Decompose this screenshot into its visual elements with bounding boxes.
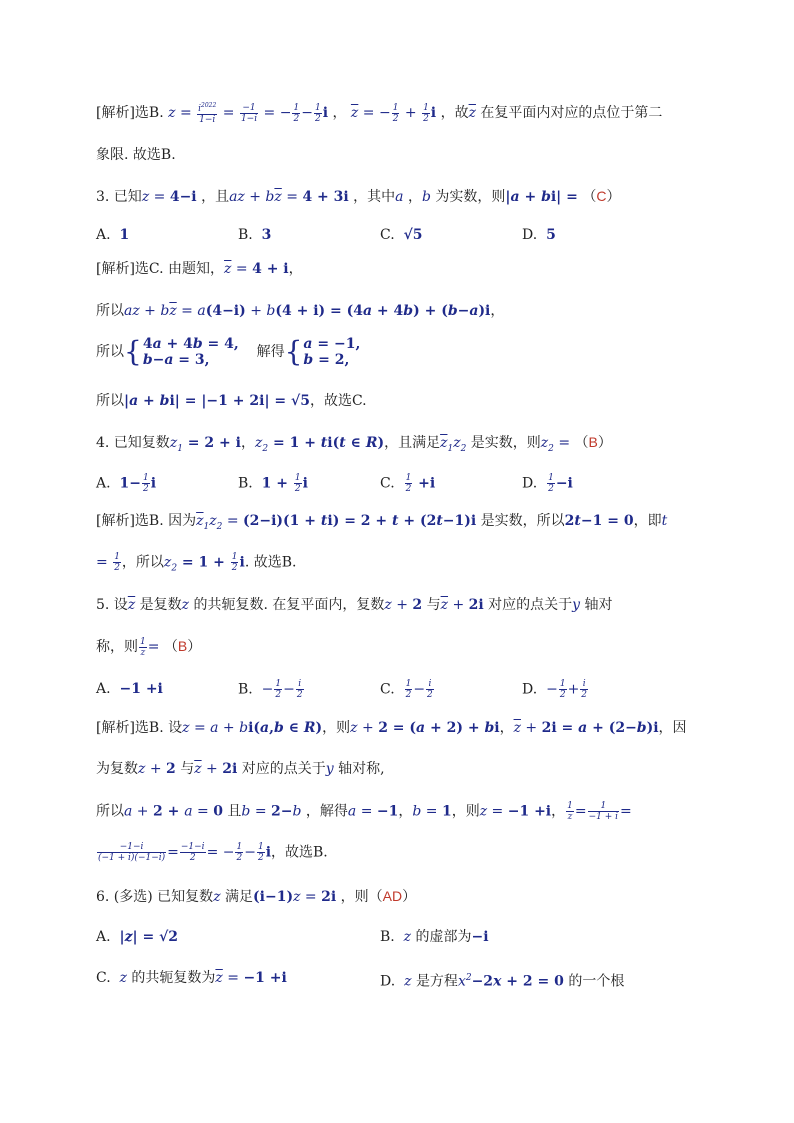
- question-4: 4. 已知复数$z_1 = 2 + i$，$z_2 = 1 + ti(t$ ∈ R)，且满足$\overline{z}_1z_2$ 是实数，则$z_2 = (B)$: [96, 434, 612, 454]
- fraction: $\frac{i^{2022}}{1-i}$: [198, 102, 217, 125]
- solution-3-line-4: 所以|a + bi| = |−1 + 2i| = √5，故选C.: [96, 393, 367, 409]
- option-4a: A. 1− $\frac{1}{2}$ i: [96, 473, 157, 494]
- math: $\overline{z}$ = −: [350, 105, 391, 121]
- text: 3. 已知: [96, 189, 142, 205]
- option-6d: D. z 是方程$x^2-2x + 2 = 0$ 的一个根: [380, 973, 625, 990]
- text: ，故: [440, 105, 469, 121]
- solution-5-line-1: [解析]选B. 设z = a + bi(a,b ∈ R)，则z + 2 = (a + 2) + bi，$\overline{z} + 2i = a + (2-b)i$，因: [96, 720, 687, 736]
- option-6b: B. z 的虚部为−i: [380, 929, 489, 945]
- solution-3-line-2: 所以az + $b\overline{z} = a(4-i) + b(4 + i) = (4a + 4b) + (b-a)i$，: [96, 303, 505, 319]
- solution-4-line-2: = $\frac{1}{2}$ ，所以$z_2 = 1$ + $\frac{1}{2}$ i. 故选B.: [96, 552, 297, 574]
- option-4d: D. $\frac{1}{2}$ −i: [522, 473, 573, 494]
- option-5b: B. − $\frac{1}{2}$ − $\frac{i}{2}$: [238, 679, 303, 700]
- solution-5-line-2: 为复数z + 2 与$\overline{z} + 2i$ 对应的点关于y 轴对称,: [96, 761, 385, 777]
- text: （: [582, 189, 597, 205]
- option-6c: C. z 的共轭复数为$\overline{z} = -1 +i$: [96, 970, 287, 986]
- answer-5: B: [177, 638, 188, 654]
- text: 在复平面内对应的点位于第二: [480, 105, 663, 121]
- question-6: 6. (多选) 已知复数z 满足(i−1)z = 2i ，则（AD）: [96, 888, 417, 905]
- answer-6: AD: [382, 888, 403, 904]
- option-3d: D. 5: [522, 227, 556, 243]
- question-5-line-2: 称，则 $\frac{1}{z}$ = （B）: [96, 636, 202, 658]
- text: ，: [332, 105, 347, 121]
- solution-2-line-1: [解析]选B. z = $\frac{i^{2022}}{1-i}$ = $\frac{-1}{1-i}$ = − $\frac{1}{2}$ − $\frac{1}{2}$ i ， $\overline{z}$ = − $\frac{1}{2}$ + $\frac{1}{2}$ i ，故$\overline{z}$ 在复平面内对应的点位于第二: [96, 102, 663, 125]
- solution-3-line-3: 所以{ 4a + 4b = 4, b−a = 3, 解得{ a = −1, b = 2,: [96, 335, 361, 368]
- solution-4-line-1: [解析]选B. 因为$\overline{z}_1z_2 = (2-i)(1 + ti) = 2 + t + (2t-1)i$ 是实数，所以2t−1 = 0，即t: [96, 513, 668, 532]
- solution-5-line-3: 所以a + 2 + a = 0 且b = 2−b ，解得a = −1，b = 1，则z = −1 +i， $\frac{1}{z}$ = $\frac{1}{-1 + i}$ =: [96, 801, 632, 822]
- math: z =: [168, 105, 197, 121]
- text: [解析]选C. 由题知，: [96, 261, 225, 277]
- text: ，其中: [353, 189, 396, 205]
- solution-2-line-2: 象限. 故选B.: [96, 147, 176, 163]
- solution-5-line-4: $\frac{-1-i}{(-1 + i)(-1-i)}$ = $\frac{-1-i}{2}$ = − $\frac{1}{2}$ − $\frac{1}{2}$ i，故选B.: [98, 842, 328, 863]
- option-5a: A. −1 +i: [96, 681, 163, 697]
- option-5d: D. − $\frac{1}{2}$ + $\frac{i}{2}$: [522, 679, 588, 700]
- fraction: $\frac{1}{2}$: [293, 102, 300, 124]
- option-6a: A. |z| = √2: [96, 929, 179, 945]
- option-3a: A. 1: [96, 227, 130, 243]
- option-3c: C. √5: [380, 227, 423, 243]
- option-4b: B. 1 + $\frac{1}{2}$ i: [238, 473, 308, 494]
- solution-3-line-1: [解析]选C. 由题知，$\overline{z} = 4 + i$，: [96, 261, 303, 277]
- fraction: $\frac{-1}{1-i}$: [240, 102, 258, 124]
- text: ，且: [201, 189, 230, 205]
- answer-4: B: [588, 434, 598, 450]
- text: ）: [606, 189, 621, 205]
- answer-3: C: [596, 188, 607, 204]
- fraction: $\frac{1}{2}$: [392, 102, 399, 124]
- fraction: $\frac{1}{2}$: [423, 102, 429, 124]
- solution-label: [解析]选B.: [96, 105, 164, 121]
- question-5-line-1: 5. 设$\overline{z}$ 是复数z 的共轭复数. 在复平面内，复数z + 2 与$\overline{z} + 2i$ 对应的点关于y 轴对: [96, 597, 613, 613]
- text: ，: [407, 189, 422, 205]
- question-3: 3. 已知z = 4−i ，且az + $b\overline{z} = 4 + 3i$ ，其中a ，b 为实数，则|a + bi| = （C）: [96, 188, 621, 205]
- fraction: $\frac{1}{2}$: [314, 102, 321, 124]
- option-5c: C. $\frac{1}{2}$ − $\frac{i}{2}$: [380, 679, 433, 700]
- option-3b: B. 3: [238, 227, 272, 243]
- option-4c: C. $\frac{1}{2}$ +i: [380, 473, 436, 494]
- text: 为实数，则: [435, 189, 506, 205]
